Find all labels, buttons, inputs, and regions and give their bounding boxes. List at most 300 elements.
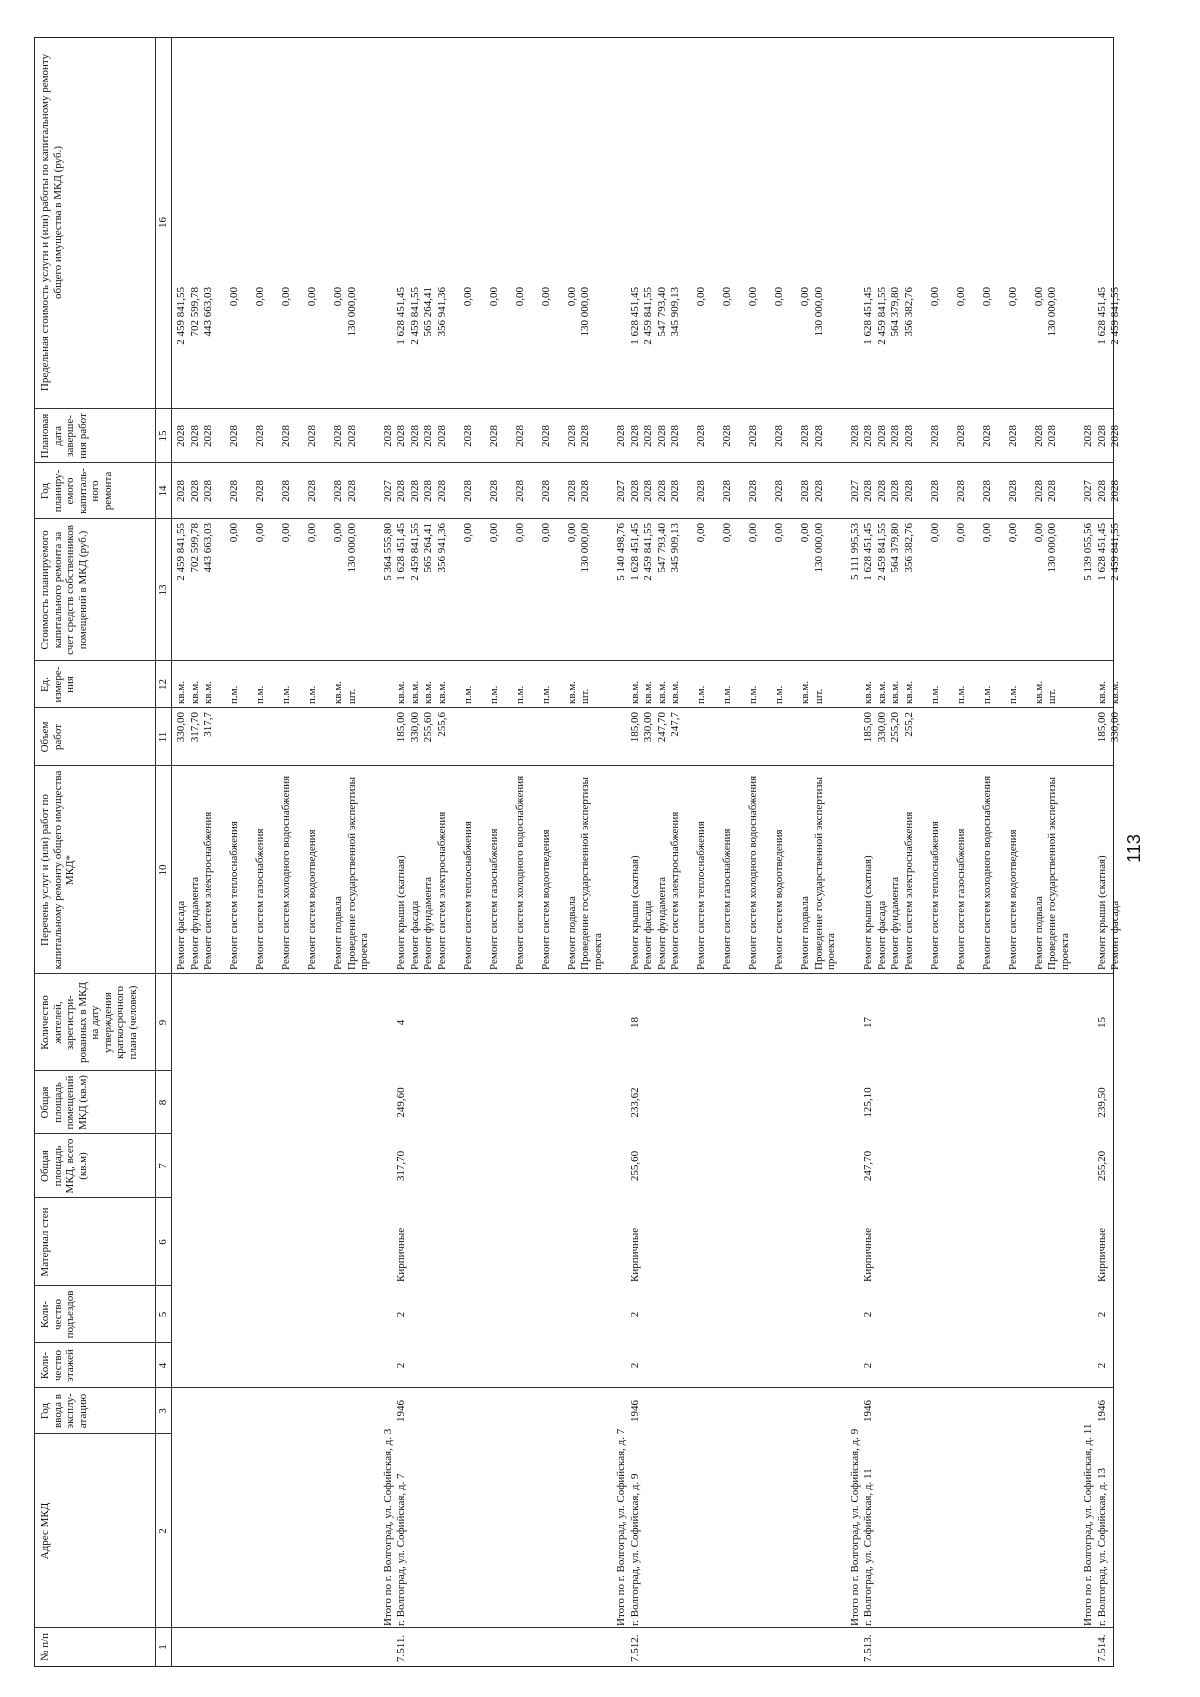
max-cost: 2 459 841,55 xyxy=(175,287,187,345)
max-cost: 547 793,40 xyxy=(655,287,668,337)
address: Итого по г. Волгоград, ул. Софийская, д. 7 xyxy=(615,1428,627,1626)
max-cost: 0,00 xyxy=(306,287,318,307)
unit: кв.м. xyxy=(1109,681,1121,704)
max-cost: 0,00 xyxy=(954,287,967,307)
completion-date: 2028 xyxy=(487,425,500,447)
column-number: 2 xyxy=(157,1528,169,1534)
work-name: Ремонт фундамента xyxy=(655,876,668,970)
volume: 255,20 xyxy=(889,712,901,743)
col-divider xyxy=(35,1197,171,1198)
repair-year: 2028 xyxy=(461,480,474,502)
completion-date: 2028 xyxy=(461,425,474,447)
repair-year: 2028 xyxy=(875,480,888,502)
volume: 185,00 xyxy=(1095,712,1108,743)
unit: кв.м. xyxy=(175,681,187,704)
entrances: 2 xyxy=(395,1311,407,1318)
wall-material: Кирпичные xyxy=(395,1227,407,1282)
max-cost: 130 000,00 xyxy=(1046,287,1058,337)
column-number: 5 xyxy=(157,1311,169,1318)
unit: п.м. xyxy=(254,685,266,704)
completion-date: 2028 xyxy=(579,425,591,447)
cost: 0,00 xyxy=(747,523,759,543)
completion-date: 2028 xyxy=(695,425,707,447)
repair-year: 2028 xyxy=(928,480,941,502)
header-year-built: Год ввода в эксплу- атацию xyxy=(39,1393,89,1429)
col-divider xyxy=(35,707,1113,708)
work-name: Ремонт крыши (скатная) xyxy=(862,855,874,970)
work-name: Ремонт систем холодного водоснабжения xyxy=(747,775,759,970)
repair-year: 2028 xyxy=(862,480,874,502)
completion-date: 2028 xyxy=(928,425,941,447)
col-divider xyxy=(35,1070,171,1071)
cost: 356 382,76 xyxy=(902,523,915,573)
year-built: 1946 xyxy=(862,1400,874,1422)
entrances: 2 xyxy=(862,1311,874,1318)
repair-year: 2028 xyxy=(669,480,681,502)
cost: 345 909,13 xyxy=(669,523,681,573)
volume: 330,00 xyxy=(1109,712,1121,743)
unit: кв.м. xyxy=(628,681,641,704)
cost: 0,00 xyxy=(721,523,733,543)
residents: 15 xyxy=(1095,1017,1108,1028)
header-max-cost: Предельная стоимость услуги и (или) работы по капитальному ремонту общего имущества в МКД (руб.) xyxy=(39,53,64,392)
repair-year: 2028 xyxy=(902,480,915,502)
work-name: Ремонт систем газоснабжения xyxy=(721,828,733,970)
completion-date: 2028 xyxy=(188,425,201,447)
column-number: 3 xyxy=(157,1408,169,1414)
volume: 255,6 xyxy=(435,712,448,737)
cost: 2 459 841,55 xyxy=(875,523,888,581)
max-cost: 345 909,13 xyxy=(669,287,681,337)
entrances: 2 xyxy=(628,1311,641,1318)
completion-date: 2028 xyxy=(280,425,292,447)
max-cost: 2 459 841,55 xyxy=(642,287,654,345)
floors: 2 xyxy=(1095,1362,1108,1369)
col-divider xyxy=(35,518,1113,519)
unit: кв.м. xyxy=(188,681,201,704)
completion-date: 2028 xyxy=(902,425,915,447)
completion-date: 2028 xyxy=(228,425,240,447)
volume: 185,00 xyxy=(862,712,874,743)
col-divider xyxy=(35,1285,171,1286)
work-name: Ремонт систем электроснабжения xyxy=(202,811,214,970)
total-area: 255,20 xyxy=(1095,1150,1108,1182)
header-volume: Объем работ xyxy=(39,721,64,753)
volume: 255,2 xyxy=(902,712,915,737)
completion-date: 2028 xyxy=(655,425,668,447)
cost: 0,00 xyxy=(695,523,707,543)
premises-area: 125,10 xyxy=(862,1087,874,1118)
premises-area: 239,50 xyxy=(1095,1087,1108,1118)
work-name: Проведение государственной экспертизы проекта xyxy=(812,776,837,970)
max-cost: 0,00 xyxy=(228,287,240,307)
cost: 564 379,80 xyxy=(889,523,901,573)
floors: 2 xyxy=(862,1362,874,1369)
header-works-list: Перечень услуг и (или) работ по капитальному ремонту общего имущества МКД* xyxy=(39,770,76,970)
volume: 247,7 xyxy=(669,712,681,737)
completion-date: 2028 xyxy=(669,425,681,447)
work-name: Ремонт систем теплоснабжения xyxy=(695,821,707,970)
repair-year: 2028 xyxy=(747,480,759,502)
completion-date: 2028 xyxy=(565,425,578,447)
volume: 317,7 xyxy=(202,712,214,737)
repair-year: 2028 xyxy=(642,480,654,502)
unit: п.м. xyxy=(461,685,474,704)
unit: п.м. xyxy=(228,685,240,704)
completion-date: 2028 xyxy=(773,425,785,447)
cost: 0,00 xyxy=(513,523,526,543)
work-name: Ремонт систем холодного водоснабжения xyxy=(980,775,993,970)
unit: п.м. xyxy=(954,685,967,704)
address: Итого по г. Волгоград, ул. Софийская, д. 3 xyxy=(381,1428,394,1626)
unit: шт. xyxy=(812,688,825,704)
volume: 330,00 xyxy=(875,712,888,743)
unit: кв.м. xyxy=(799,681,811,704)
max-cost: 0,00 xyxy=(513,287,526,307)
year-built: 1946 xyxy=(395,1400,407,1422)
max-cost: 0,00 xyxy=(565,287,578,307)
completion-date: 2028 xyxy=(332,425,344,447)
completion-date: 2028 xyxy=(799,425,811,447)
max-cost: 0,00 xyxy=(721,287,733,307)
unit: кв.м. xyxy=(642,681,654,704)
repair-year: 2028 xyxy=(773,480,785,502)
max-cost: 0,00 xyxy=(980,287,993,307)
cost: 0,00 xyxy=(539,523,552,543)
repair-year: 2028 xyxy=(306,480,318,502)
repair-year: 2028 xyxy=(487,480,500,502)
unit: п.м. xyxy=(1006,685,1019,704)
work-name: Ремонт фасада xyxy=(642,900,654,970)
volume: 317,70 xyxy=(188,712,201,743)
cost: 0,00 xyxy=(254,523,266,543)
header-floors: Коли- чество этажей xyxy=(39,1349,76,1382)
completion-date: 2028 xyxy=(254,425,266,447)
header-entrances: Коли- чество подъездов xyxy=(39,1290,76,1339)
column-number: 10 xyxy=(157,864,169,876)
col-divider xyxy=(35,1387,1113,1388)
work-name: Ремонт фасада xyxy=(175,900,187,970)
work-name: Ремонт систем электроснабжения xyxy=(435,811,448,970)
cost: 547 793,40 xyxy=(655,523,668,573)
residents: 18 xyxy=(628,1017,641,1028)
repair-year: 2028 xyxy=(1046,480,1058,502)
work-name: Ремонт крыши (скатная) xyxy=(628,855,641,970)
floors: 2 xyxy=(395,1362,407,1369)
total-area: 317,70 xyxy=(395,1150,407,1182)
completion-date: 2028 xyxy=(345,425,358,447)
max-cost: 0,00 xyxy=(799,287,811,307)
cost: 2 459 841,55 xyxy=(642,523,654,581)
completion-date: 2028 xyxy=(381,425,394,447)
repair-year: 2028 xyxy=(889,480,901,502)
repair-year: 2028 xyxy=(1095,480,1108,502)
cost: 5 140 498,76 xyxy=(615,523,627,581)
unit: кв.м. xyxy=(655,681,668,704)
cost: 0,00 xyxy=(954,523,967,543)
header-repair-year: Год планиру- емого капиталь- ного ремонта xyxy=(39,468,114,514)
column-number: 9 xyxy=(157,1019,169,1026)
row-number: 7.513. xyxy=(862,1634,874,1662)
cost: 0,00 xyxy=(228,523,240,543)
address: г. Волгоград, ул. Софийская, д. 7 xyxy=(395,1473,407,1626)
repair-year: 2028 xyxy=(980,480,993,502)
work-name: Ремонт крыши (скатная) xyxy=(395,855,407,970)
col-divider xyxy=(35,1133,171,1134)
cost: 2 459 841,55 xyxy=(408,523,421,581)
number-row-divider xyxy=(171,38,172,1666)
year-built: 1946 xyxy=(628,1400,641,1422)
cost: 0,00 xyxy=(565,523,578,543)
unit: кв.м. xyxy=(875,681,888,704)
repair-year: 2028 xyxy=(345,480,358,502)
repair-year: 2028 xyxy=(565,480,578,502)
work-name: Ремонт подвала xyxy=(332,896,344,970)
floors: 2 xyxy=(628,1362,641,1369)
unit: кв.м. xyxy=(408,681,421,704)
repair-year: 2028 xyxy=(954,480,967,502)
work-name: Ремонт систем холодного водоснабжения xyxy=(513,775,526,970)
completion-date: 2028 xyxy=(1095,425,1108,447)
cost: 0,00 xyxy=(928,523,941,543)
work-name: Ремонт систем электроснабжения xyxy=(902,811,915,970)
completion-date: 2028 xyxy=(513,425,526,447)
repair-year: 2027 xyxy=(615,480,627,502)
premises-area: 233,62 xyxy=(628,1087,641,1118)
work-name: Ремонт систем водоотведения xyxy=(1006,829,1019,970)
address: г. Волгоград, ул. Софийская, д. 9 xyxy=(628,1473,641,1626)
completion-date: 2028 xyxy=(435,425,448,447)
max-cost: 565 264,41 xyxy=(422,287,434,337)
max-cost: 0,00 xyxy=(280,287,292,307)
work-name: Ремонт систем теплоснабжения xyxy=(461,821,474,970)
row-number: 7.511. xyxy=(395,1634,407,1662)
header-address: Адрес МКД xyxy=(39,1502,51,1560)
unit: кв.м. xyxy=(669,681,681,704)
repair-year: 2028 xyxy=(408,480,421,502)
header-num: № п/п xyxy=(39,1632,51,1662)
address: г. Волгоград, ул. Софийская, д. 13 xyxy=(1095,1467,1108,1626)
completion-date: 2028 xyxy=(306,425,318,447)
page-number: 113 xyxy=(1124,834,1144,863)
repair-year: 2027 xyxy=(1082,480,1094,502)
cost: 443 663,03 xyxy=(202,523,214,573)
completion-date: 2028 xyxy=(395,425,407,447)
max-cost: 443 663,03 xyxy=(202,287,214,337)
cost: 5 139 055,56 xyxy=(1082,523,1094,581)
address: Итого по г. Волгоград, ул. Софийская, д. 9 xyxy=(848,1428,861,1626)
repair-year: 2028 xyxy=(422,480,434,502)
header-unit: Ед. измере- ния xyxy=(39,666,76,703)
cost: 0,00 xyxy=(1032,523,1045,543)
repair-year: 2028 xyxy=(695,480,707,502)
unit: п.м. xyxy=(773,685,785,704)
column-number: 12 xyxy=(157,679,169,690)
unit: п.м. xyxy=(487,685,500,704)
max-cost: 1 628 451,45 xyxy=(1095,287,1108,345)
repair-year: 2028 xyxy=(280,480,292,502)
cost: 1 628 451,45 xyxy=(628,523,641,581)
max-cost: 356 382,76 xyxy=(902,287,915,337)
repair-year: 2028 xyxy=(579,480,591,502)
max-cost: 0,00 xyxy=(695,287,707,307)
header-total-area: Общая площадь МКД, всего (кв.м) xyxy=(39,1138,89,1194)
repair-year: 2028 xyxy=(513,480,526,502)
header-cost: Стоимость планируемого капитального ремонта за счет средств собственников помещений в МКД (руб.) xyxy=(39,525,89,655)
completion-date: 2028 xyxy=(862,425,874,447)
cost: 1 628 451,45 xyxy=(862,523,874,581)
column-number: 6 xyxy=(157,1239,169,1245)
max-cost: 0,00 xyxy=(1006,287,1019,307)
max-cost: 130 000,00 xyxy=(345,287,358,337)
unit: п.м. xyxy=(695,685,707,704)
max-cost: 0,00 xyxy=(487,287,500,307)
work-name: Ремонт подвала xyxy=(565,896,578,970)
volume: 330,00 xyxy=(408,712,421,743)
completion-date: 2028 xyxy=(1032,425,1045,447)
max-cost: 1 628 451,45 xyxy=(395,287,407,345)
wall-material: Кирпичные xyxy=(1095,1227,1108,1282)
volume: 330,00 xyxy=(175,712,187,743)
repair-year: 2028 xyxy=(175,480,187,502)
completion-date: 2028 xyxy=(175,425,187,447)
repair-year: 2028 xyxy=(435,480,448,502)
work-name: Ремонт фундамента xyxy=(188,876,201,970)
column-number: 15 xyxy=(157,430,169,442)
entrances: 2 xyxy=(1095,1311,1108,1318)
work-name: Проведение государственной экспертизы проекта xyxy=(579,776,604,970)
unit: кв.м. xyxy=(422,681,434,704)
repair-year: 2028 xyxy=(1109,480,1121,502)
header-divider xyxy=(155,38,156,1666)
repair-year: 2028 xyxy=(202,480,214,502)
work-name: Ремонт фасада xyxy=(408,900,421,970)
work-name: Ремонт фасада xyxy=(1109,900,1121,970)
repair-year: 2028 xyxy=(799,480,811,502)
cost: 0,00 xyxy=(280,523,292,543)
completion-date: 2028 xyxy=(721,425,733,447)
unit: п.м. xyxy=(928,685,941,704)
repair-year: 2028 xyxy=(332,480,344,502)
max-cost: 1 628 451,45 xyxy=(628,287,641,345)
work-name: Ремонт систем водоотведения xyxy=(539,829,552,970)
cost: 0,00 xyxy=(332,523,344,543)
cost: 1 628 451,45 xyxy=(395,523,407,581)
work-name: Ремонт систем теплоснабжения xyxy=(928,821,941,970)
volume: 185,00 xyxy=(628,712,641,743)
max-cost: 356 941,36 xyxy=(435,287,448,337)
completion-date: 2028 xyxy=(422,425,434,447)
volume: 330,00 xyxy=(642,712,654,743)
col-divider xyxy=(35,408,1113,409)
header-wall-material: Материал стен xyxy=(39,1207,51,1277)
completion-date: 2028 xyxy=(628,425,641,447)
work-name: Ремонт систем водоотведения xyxy=(306,829,318,970)
cost: 0,00 xyxy=(773,523,785,543)
work-name: Ремонт подвала xyxy=(799,896,811,970)
header-premises-area: Общая площадь помещений МКД (кв.м) xyxy=(39,1075,89,1130)
work-name: Ремонт систем газоснабжения xyxy=(954,828,967,970)
column-number: 4 xyxy=(157,1362,169,1369)
work-name: Ремонт крыши (скатная) xyxy=(1095,855,1108,970)
column-number: 7 xyxy=(157,1163,169,1169)
repair-year: 2027 xyxy=(848,480,861,502)
cost: 2 459 841,55 xyxy=(1109,523,1121,581)
col-divider xyxy=(35,973,1113,974)
unit: кв.м. xyxy=(1032,681,1045,704)
max-cost: 702 599,78 xyxy=(188,287,201,337)
volume: 247,70 xyxy=(655,712,668,743)
completion-date: 2028 xyxy=(408,425,421,447)
cost: 0,00 xyxy=(980,523,993,543)
premises-area: 249,60 xyxy=(395,1087,407,1118)
completion-date: 2028 xyxy=(980,425,993,447)
work-name: Ремонт фундамента xyxy=(422,876,434,970)
column-number: 13 xyxy=(157,584,169,596)
column-number: 11 xyxy=(157,731,169,743)
completion-date: 2028 xyxy=(615,425,627,447)
cost: 2 459 841,55 xyxy=(175,523,187,581)
residents: 4 xyxy=(395,1019,407,1026)
unit: шт. xyxy=(345,688,358,704)
max-cost: 0,00 xyxy=(539,287,552,307)
max-cost: 130 000,00 xyxy=(812,287,825,337)
unit: п.м. xyxy=(306,685,318,704)
address: г. Волгоград, ул. Софийская, д. 11 xyxy=(862,1468,874,1626)
max-cost: 0,00 xyxy=(332,287,344,307)
max-cost: 1 628 451,45 xyxy=(862,287,874,345)
cost: 130 000,00 xyxy=(812,523,825,573)
unit: п.м. xyxy=(513,685,526,704)
completion-date: 2028 xyxy=(539,425,552,447)
cost: 5 364 555,80 xyxy=(381,523,394,581)
cost: 0,00 xyxy=(461,523,474,543)
work-name: Ремонт систем холодного водоснабжения xyxy=(280,775,292,970)
work-name: Ремонт систем газоснабжения xyxy=(487,828,500,970)
row-number: 7.514. xyxy=(1095,1634,1108,1662)
capital-repair-table xyxy=(34,37,1121,1667)
col-divider xyxy=(35,462,1113,463)
repair-year: 2028 xyxy=(721,480,733,502)
cost: 0,00 xyxy=(306,523,318,543)
repair-year: 2028 xyxy=(655,480,668,502)
header-residents: Количество жителей, зарегистри- рованных в МКД на дату утверждения краткосрочного плана (человек) xyxy=(39,982,139,1063)
repair-year: 2028 xyxy=(188,480,201,502)
work-name: Проведение государственной экспертизы проекта xyxy=(1046,776,1071,970)
repair-year: 2028 xyxy=(628,480,641,502)
completion-date: 2028 xyxy=(848,425,861,447)
unit: кв.м. xyxy=(1095,681,1108,704)
unit: п.м. xyxy=(280,685,292,704)
cost: 0,00 xyxy=(1006,523,1019,543)
unit: кв.м. xyxy=(862,681,874,704)
max-cost: 130 000,00 xyxy=(579,287,591,337)
unit: шт. xyxy=(579,688,591,704)
completion-date: 2028 xyxy=(889,425,901,447)
max-cost: 0,00 xyxy=(461,287,474,307)
total-area: 255,60 xyxy=(628,1150,641,1182)
work-name: Ремонт фундамента xyxy=(889,876,901,970)
repair-year: 2028 xyxy=(395,480,407,502)
unit: кв.м. xyxy=(889,681,901,704)
repair-year: 2028 xyxy=(254,480,266,502)
completion-date: 2028 xyxy=(642,425,654,447)
header-completion-date: Плановая дата заверше- ния работ xyxy=(39,413,89,459)
unit: п.м. xyxy=(747,685,759,704)
completion-date: 2028 xyxy=(1082,425,1094,447)
max-cost: 564 379,80 xyxy=(889,287,901,337)
cost: 5 111 995,53 xyxy=(848,523,861,580)
